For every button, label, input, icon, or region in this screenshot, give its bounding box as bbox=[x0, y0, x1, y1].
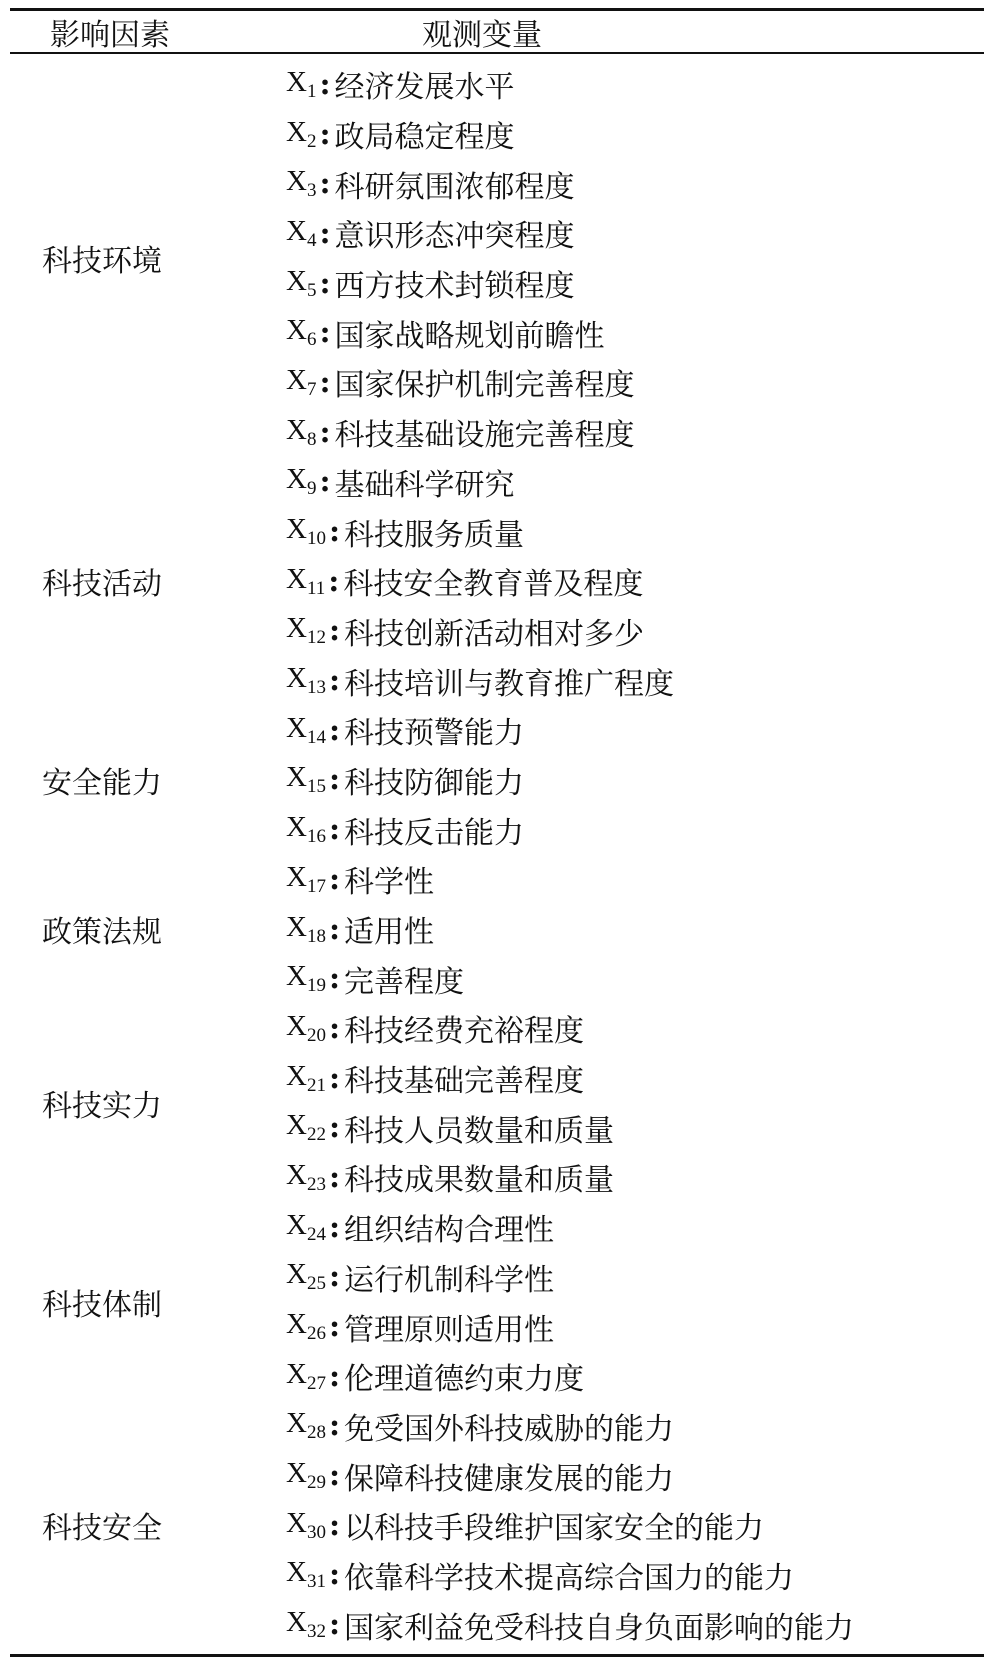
variable-row bbox=[286, 1252, 984, 1302]
variable-separator: : bbox=[328, 1060, 341, 1096]
variable-code-letter: X bbox=[286, 1308, 307, 1341]
variable-code-index: 23 bbox=[306, 1173, 326, 1195]
variable-code bbox=[286, 265, 316, 302]
variable-code-letter: X bbox=[286, 413, 307, 446]
variable-separator: : bbox=[328, 1010, 341, 1046]
variable-code bbox=[286, 960, 326, 997]
variable-code bbox=[286, 414, 316, 451]
variable-code bbox=[286, 811, 326, 848]
variable-code-index: 20 bbox=[306, 1024, 326, 1046]
variable-separator: : bbox=[319, 464, 331, 500]
variable-text: 国家保护机制完善程度 bbox=[334, 368, 635, 404]
variable-code bbox=[286, 314, 316, 351]
variables-cell bbox=[210, 457, 984, 705]
variable-code bbox=[286, 1258, 326, 1295]
header-factor: 影响因素 bbox=[50, 17, 170, 53]
variable-text: 科技创新活动相对多少 bbox=[344, 616, 645, 652]
variable-code-index: 2 bbox=[306, 130, 317, 152]
variable-code-index: 24 bbox=[306, 1223, 326, 1245]
variable-code bbox=[286, 662, 326, 699]
variable-text: 适用性 bbox=[344, 915, 435, 951]
variable-code bbox=[286, 1507, 326, 1544]
variable-text: 科技服务质量 bbox=[344, 517, 525, 553]
variable-row bbox=[286, 159, 984, 209]
variable-code bbox=[286, 1209, 326, 1246]
variable-code-index: 13 bbox=[306, 677, 326, 699]
variable-code-index: 12 bbox=[306, 627, 326, 649]
variable-code bbox=[286, 1606, 326, 1643]
factor-label: 科技环境 bbox=[42, 244, 162, 280]
variable-row bbox=[286, 1302, 984, 1352]
variable-code-index: 11 bbox=[306, 577, 326, 599]
factor-group bbox=[10, 1401, 984, 1649]
variable-code bbox=[286, 364, 316, 401]
variable-code-letter: X bbox=[286, 910, 307, 943]
variable-text: 以科技手段维护国家安全的能力 bbox=[344, 1511, 765, 1547]
variable-separator: : bbox=[328, 762, 341, 798]
variable-text: 科技反击能力 bbox=[344, 815, 525, 851]
header-variable: 观测变量 bbox=[422, 17, 542, 53]
variable-code-index: 29 bbox=[306, 1472, 326, 1494]
variable-text: 科学性 bbox=[344, 865, 435, 901]
factor-group bbox=[10, 1202, 984, 1401]
variable-row bbox=[286, 556, 984, 606]
variable-code-letter: X bbox=[286, 513, 307, 546]
variable-row bbox=[286, 507, 984, 557]
variable-row bbox=[286, 1103, 984, 1153]
variables-cell bbox=[210, 1202, 984, 1401]
factor-group bbox=[10, 457, 984, 705]
variable-text: 科技成果数量和质量 bbox=[344, 1163, 615, 1199]
variable-code-index: 32 bbox=[306, 1621, 326, 1643]
variable-code-index: 30 bbox=[306, 1521, 326, 1543]
variable-code-letter: X bbox=[286, 1606, 307, 1639]
variable-separator: : bbox=[328, 1358, 341, 1394]
variable-code bbox=[286, 463, 316, 500]
variable-code-index: 21 bbox=[306, 1074, 326, 1096]
factor-label: 科技安全 bbox=[42, 1511, 162, 1547]
variable-code-index: 1 bbox=[306, 80, 317, 102]
variable-text: 意识形态冲突程度 bbox=[334, 219, 575, 255]
variable-code-letter: X bbox=[286, 314, 307, 347]
factor-cell bbox=[10, 60, 210, 458]
variable-separator: : bbox=[319, 315, 331, 351]
variable-code-letter: X bbox=[286, 65, 307, 98]
variable-text: 管理原则适用性 bbox=[344, 1312, 555, 1348]
variable-text: 国家利益免受科技自身负面影响的能力 bbox=[344, 1610, 855, 1646]
table-body bbox=[10, 54, 984, 1654]
variable-text: 科技预警能力 bbox=[344, 716, 525, 752]
variable-code bbox=[286, 1457, 326, 1494]
variable-separator: : bbox=[328, 563, 340, 599]
variable-separator: : bbox=[319, 414, 331, 450]
variable-row bbox=[286, 1202, 984, 1252]
factor-label: 科技活动 bbox=[42, 567, 162, 603]
variable-code-index: 19 bbox=[306, 975, 326, 997]
variable-separator: : bbox=[328, 663, 341, 699]
variable-code bbox=[286, 1407, 326, 1444]
variable-text: 免受国外科技威胁的能力 bbox=[344, 1411, 675, 1447]
factor-label: 安全能力 bbox=[42, 765, 162, 801]
variable-code bbox=[286, 563, 325, 600]
variable-code-letter: X bbox=[286, 1258, 307, 1291]
factor-cell bbox=[10, 1202, 210, 1401]
factor-cell bbox=[10, 1401, 210, 1649]
variable-row bbox=[286, 1053, 984, 1103]
variable-code-index: 15 bbox=[306, 776, 326, 798]
variable-separator: : bbox=[328, 1458, 341, 1494]
variable-code-letter: X bbox=[286, 662, 307, 695]
variable-code bbox=[286, 911, 326, 948]
variable-code-index: 7 bbox=[306, 378, 317, 400]
variable-row bbox=[286, 1550, 984, 1600]
variable-code-letter: X bbox=[286, 1208, 307, 1241]
variable-code bbox=[286, 513, 326, 550]
factor-label: 政策法规 bbox=[42, 915, 162, 951]
variable-text: 科技防御能力 bbox=[344, 765, 525, 801]
variable-row bbox=[286, 705, 984, 755]
variable-code-index: 31 bbox=[306, 1571, 326, 1593]
variable-separator: : bbox=[328, 1309, 341, 1345]
variable-code bbox=[286, 66, 316, 103]
variable-separator: : bbox=[328, 1557, 341, 1593]
factor-cell bbox=[10, 1004, 210, 1203]
variable-separator: : bbox=[319, 215, 331, 251]
variable-code-letter: X bbox=[286, 612, 307, 645]
variable-row bbox=[286, 407, 984, 457]
variable-code bbox=[286, 1159, 326, 1196]
variable-code-index: 22 bbox=[306, 1124, 326, 1146]
variable-separator: : bbox=[319, 166, 331, 202]
variable-code-index: 14 bbox=[306, 726, 326, 748]
variable-code-index: 26 bbox=[306, 1323, 326, 1345]
variable-row bbox=[286, 308, 984, 358]
variable-code-letter: X bbox=[286, 860, 307, 893]
variable-code-letter: X bbox=[286, 264, 307, 297]
variable-text: 科技基础设施完善程度 bbox=[334, 418, 635, 454]
variable-separator: : bbox=[328, 1110, 341, 1146]
variable-code bbox=[286, 215, 316, 252]
variable-separator: : bbox=[328, 1507, 341, 1543]
variable-code-index: 10 bbox=[306, 528, 326, 550]
variable-code bbox=[286, 116, 316, 153]
variable-text: 科技培训与教育推广程度 bbox=[344, 666, 675, 702]
variable-code-letter: X bbox=[286, 1506, 307, 1539]
variable-code-index: 16 bbox=[306, 826, 326, 848]
variable-text: 西方技术封锁程度 bbox=[334, 269, 575, 305]
variable-row bbox=[286, 358, 984, 408]
variable-row bbox=[286, 1004, 984, 1054]
variable-row bbox=[286, 855, 984, 905]
variable-code-index: 6 bbox=[306, 329, 317, 351]
variable-code bbox=[286, 1109, 326, 1146]
variable-text: 科技经费充裕程度 bbox=[344, 1014, 585, 1050]
variable-separator: : bbox=[328, 812, 341, 848]
factor-group bbox=[10, 60, 984, 458]
variable-code-index: 8 bbox=[306, 428, 317, 450]
variable-code-letter: X bbox=[286, 165, 307, 198]
variables-cell bbox=[210, 60, 984, 458]
variable-row bbox=[286, 109, 984, 159]
table-header bbox=[10, 11, 984, 52]
variable-separator: : bbox=[319, 66, 331, 102]
variable-text: 科技基础完善程度 bbox=[344, 1064, 585, 1100]
factor-group bbox=[10, 705, 984, 854]
variable-code bbox=[286, 165, 316, 202]
variable-row bbox=[286, 1401, 984, 1451]
variable-text: 科技人员数量和质量 bbox=[344, 1113, 615, 1149]
variable-separator: : bbox=[328, 1607, 341, 1643]
variable-code-letter: X bbox=[286, 1059, 307, 1092]
variable-text: 伦理道德约束力度 bbox=[344, 1362, 585, 1398]
variable-separator: : bbox=[328, 1159, 341, 1195]
factor-cell bbox=[10, 457, 210, 705]
variable-code-letter: X bbox=[286, 115, 307, 148]
variable-separator: : bbox=[328, 1209, 341, 1245]
variable-text: 保障科技健康发展的能力 bbox=[344, 1461, 675, 1497]
variable-code-letter: X bbox=[286, 711, 307, 744]
variable-separator: : bbox=[328, 861, 341, 897]
variable-text: 依靠科学技术提高综合国力的能力 bbox=[344, 1560, 795, 1596]
variable-code-letter: X bbox=[286, 761, 307, 794]
variable-code-index: 5 bbox=[306, 279, 317, 301]
variable-code bbox=[286, 1308, 326, 1345]
variable-code-letter: X bbox=[286, 1109, 307, 1142]
variable-code-index: 28 bbox=[306, 1422, 326, 1444]
variable-code bbox=[286, 761, 326, 798]
variable-code bbox=[286, 1010, 326, 1047]
variable-row bbox=[286, 60, 984, 110]
variables-cell bbox=[210, 705, 984, 854]
factor-label: 科技体制 bbox=[42, 1287, 162, 1323]
variable-separator: : bbox=[319, 116, 331, 152]
variable-row bbox=[286, 606, 984, 656]
variable-separator: : bbox=[328, 911, 341, 947]
variable-row bbox=[286, 1153, 984, 1203]
variable-text: 科技安全教育普及程度 bbox=[343, 567, 644, 603]
variable-row bbox=[286, 258, 984, 308]
variable-code bbox=[286, 861, 326, 898]
variable-code-index: 9 bbox=[306, 478, 317, 500]
variable-code-letter: X bbox=[286, 811, 307, 844]
variable-row bbox=[286, 805, 984, 855]
variable-code-index: 3 bbox=[306, 180, 317, 202]
factor-label: 科技实力 bbox=[42, 1088, 162, 1124]
variable-code-index: 18 bbox=[306, 925, 326, 947]
variable-text: 运行机制科学性 bbox=[344, 1262, 555, 1298]
variable-code-index: 25 bbox=[306, 1273, 326, 1295]
variable-separator: : bbox=[319, 265, 331, 301]
variable-separator: : bbox=[328, 514, 341, 550]
variable-row bbox=[286, 1451, 984, 1501]
variable-separator: : bbox=[319, 364, 331, 400]
factor-cell bbox=[10, 855, 210, 1004]
variable-row bbox=[286, 656, 984, 706]
variable-code-letter: X bbox=[286, 1407, 307, 1440]
variable-code bbox=[286, 612, 326, 649]
variable-row bbox=[286, 904, 984, 954]
variable-code-letter: X bbox=[286, 363, 307, 396]
variable-code bbox=[286, 1358, 326, 1395]
variable-row bbox=[286, 457, 984, 507]
variable-code-letter: X bbox=[286, 1457, 307, 1490]
variable-separator: : bbox=[328, 1408, 341, 1444]
variable-code-letter: X bbox=[286, 1556, 307, 1589]
variable-separator: : bbox=[328, 1259, 341, 1295]
factor-group bbox=[10, 1004, 984, 1203]
table-bottom-rule bbox=[10, 1654, 984, 1657]
variable-code bbox=[286, 1556, 326, 1593]
variable-row bbox=[286, 209, 984, 259]
variable-code-index: 17 bbox=[306, 875, 326, 897]
variables-cell bbox=[210, 1004, 984, 1203]
variable-row bbox=[286, 1351, 984, 1401]
variable-row bbox=[286, 1500, 984, 1550]
variable-code-letter: X bbox=[286, 960, 307, 993]
variable-text: 基础科学研究 bbox=[334, 467, 515, 503]
variable-code-index: 4 bbox=[306, 229, 317, 251]
factor-group bbox=[10, 855, 984, 1004]
variable-text: 科研氛围浓郁程度 bbox=[334, 169, 575, 205]
variable-text: 政局稳定程度 bbox=[334, 120, 515, 156]
variable-text: 国家战略规划前瞻性 bbox=[334, 318, 605, 354]
variable-code bbox=[286, 712, 326, 749]
variable-separator: : bbox=[328, 712, 341, 748]
variable-code bbox=[286, 1060, 326, 1097]
variable-code-letter: X bbox=[286, 214, 307, 247]
variables-cell bbox=[210, 1401, 984, 1649]
variable-text: 完善程度 bbox=[344, 964, 465, 1000]
variable-code-index: 27 bbox=[306, 1372, 326, 1394]
variable-text: 经济发展水平 bbox=[334, 70, 515, 106]
variable-code-letter: X bbox=[286, 463, 307, 496]
variable-code-letter: X bbox=[286, 1009, 307, 1042]
variable-separator: : bbox=[328, 613, 341, 649]
variable-code-letter: X bbox=[286, 1357, 307, 1390]
factor-table bbox=[10, 8, 984, 1657]
variable-code-letter: X bbox=[286, 1158, 307, 1191]
variables-cell bbox=[210, 855, 984, 1004]
variable-row bbox=[286, 755, 984, 805]
variable-separator: : bbox=[328, 961, 341, 997]
variable-code-letter: X bbox=[286, 562, 307, 595]
variable-row bbox=[286, 954, 984, 1004]
factor-cell bbox=[10, 705, 210, 854]
variable-text: 组织结构合理性 bbox=[344, 1213, 555, 1249]
variable-row bbox=[286, 1600, 984, 1650]
